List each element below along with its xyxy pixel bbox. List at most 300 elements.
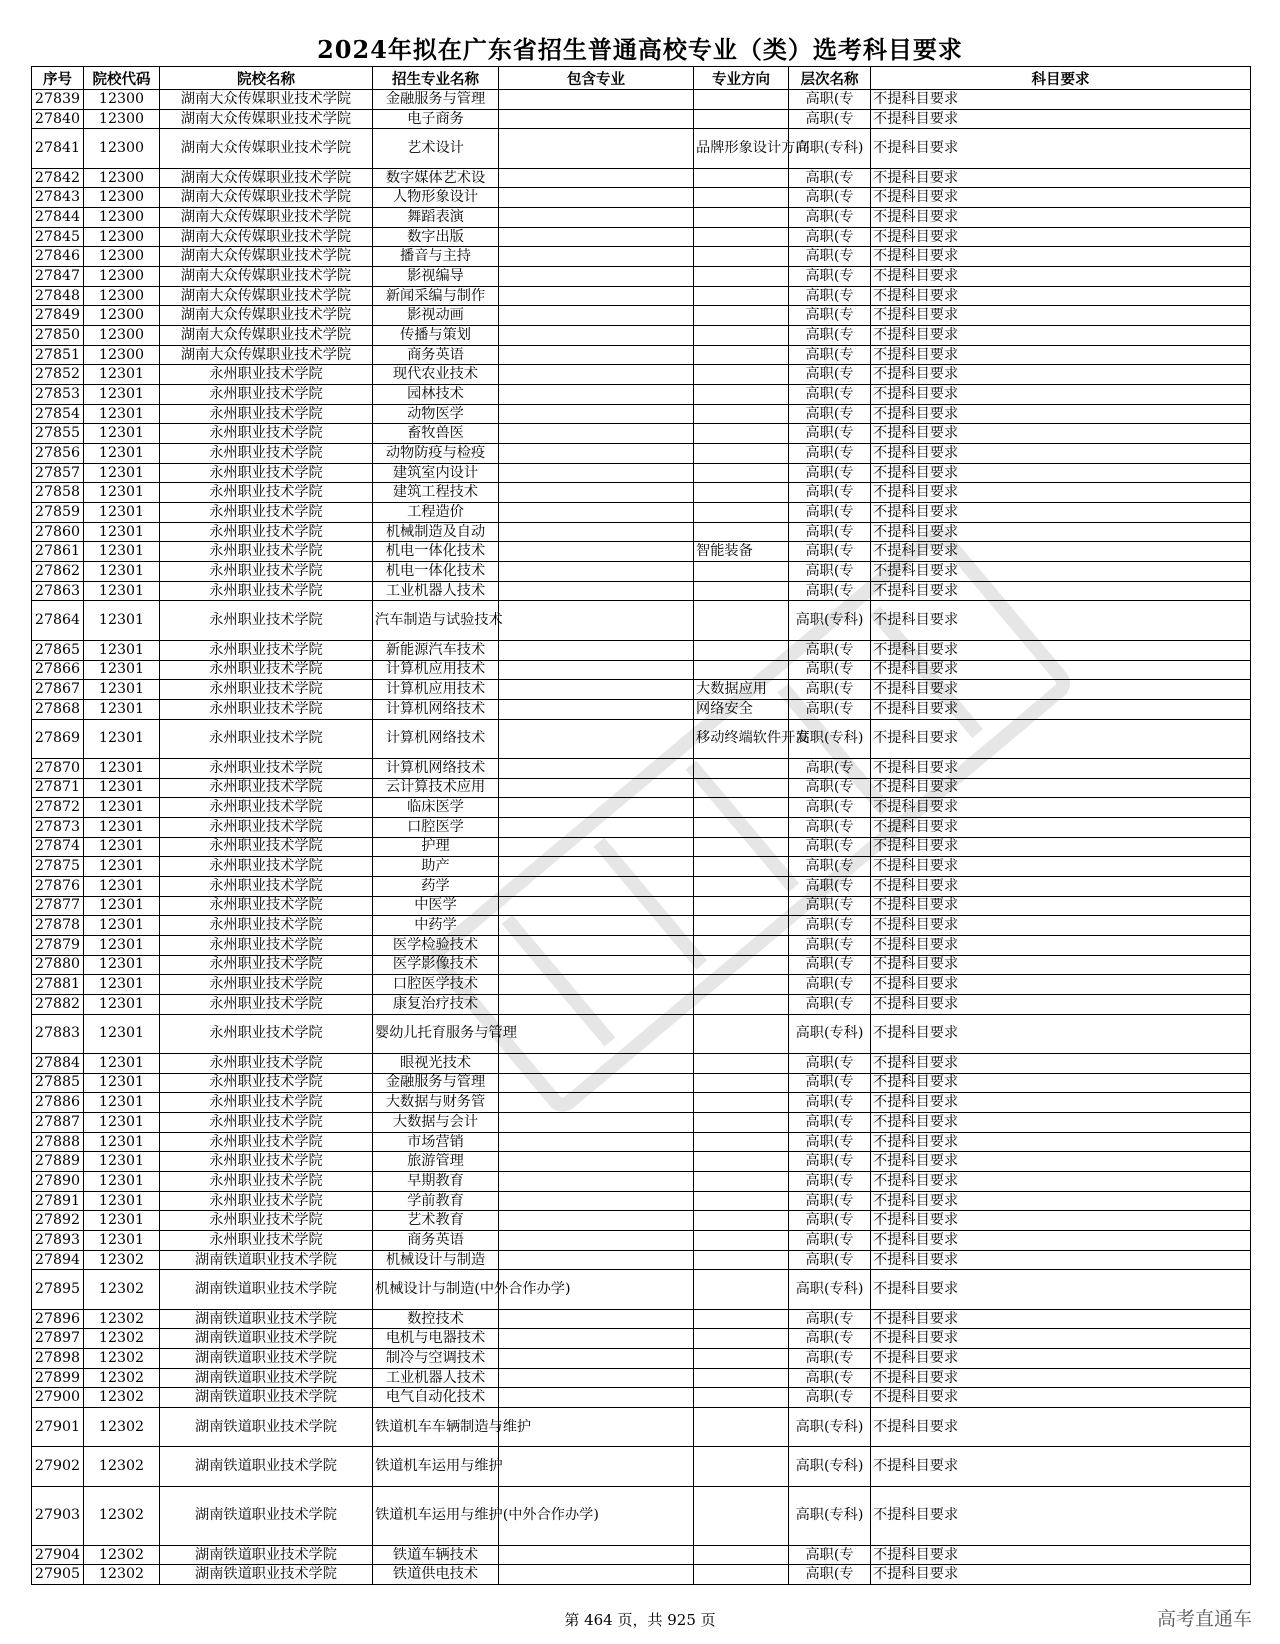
- cell-direction: [694, 1093, 789, 1113]
- cell-level: 高职(专: [789, 955, 871, 975]
- cell-included-majors: [499, 1093, 694, 1113]
- header-level: 层次名称: [789, 67, 871, 90]
- cell-included-majors: [499, 1250, 694, 1270]
- cell-seq: 27854: [32, 404, 84, 424]
- cell-seq: 27866: [32, 660, 84, 680]
- header-included-majors: 包含专业: [499, 67, 694, 90]
- cell-school-code: 12301: [84, 817, 160, 837]
- cell-seq: 27879: [32, 935, 84, 955]
- cell-school-name: 永州职业技术学院: [160, 876, 373, 896]
- cell-major-name: 建筑室内设计: [373, 463, 499, 483]
- table-header-row: [32, 67, 1251, 90]
- cell-direction: [694, 562, 789, 582]
- cell-school-name: 永州职业技术学院: [160, 1014, 373, 1053]
- cell-school-name: 湖南铁道职业技术学院: [160, 1309, 373, 1329]
- cell-level: 高职(专: [789, 227, 871, 247]
- cell-school-name: 永州职业技术学院: [160, 562, 373, 582]
- cell-subject-req: 不提科目要求: [871, 817, 1251, 837]
- table-row: [32, 837, 1251, 857]
- cell-school-name: 永州职业技术学院: [160, 385, 373, 405]
- cell-level: 高职(专: [789, 345, 871, 365]
- cell-school-name: 永州职业技术学院: [160, 444, 373, 464]
- cell-school-code: 12300: [84, 247, 160, 267]
- cell-seq: 27888: [32, 1132, 84, 1152]
- cell-direction: [694, 1368, 789, 1388]
- cell-direction: [694, 1565, 789, 1585]
- cell-school-code: 12301: [84, 719, 160, 758]
- cell-included-majors: [499, 385, 694, 405]
- cell-level: 高职(专: [789, 778, 871, 798]
- table-row: [32, 562, 1251, 582]
- cell-included-majors: [499, 640, 694, 660]
- cell-subject-req: 不提科目要求: [871, 90, 1251, 110]
- cell-included-majors: [499, 680, 694, 700]
- cell-subject-req: 不提科目要求: [871, 1191, 1251, 1211]
- cell-direction: [694, 109, 789, 129]
- table-row: [32, 1172, 1251, 1192]
- cell-school-code: 12301: [84, 680, 160, 700]
- cell-school-name: 湖南大众传媒职业技术学院: [160, 326, 373, 346]
- cell-major-name: 数控技术: [373, 1309, 499, 1329]
- cell-school-code: 12301: [84, 463, 160, 483]
- cell-major-name: 动物医学: [373, 404, 499, 424]
- cell-included-majors: [499, 542, 694, 562]
- cell-school-code: 12301: [84, 1172, 160, 1192]
- cell-major-name: 计算机应用技术: [373, 660, 499, 680]
- cell-included-majors: [499, 758, 694, 778]
- table-row: [32, 896, 1251, 916]
- cell-direction: [694, 227, 789, 247]
- cell-school-name: 湖南铁道职业技术学院: [160, 1349, 373, 1369]
- cell-school-code: 12302: [84, 1447, 160, 1486]
- cell-seq: 27865: [32, 640, 84, 660]
- cell-level: 高职(专: [789, 483, 871, 503]
- cell-seq: 27901: [32, 1408, 84, 1447]
- header-seq: 序号: [32, 67, 84, 90]
- table-row: [32, 640, 1251, 660]
- cell-school-code: 12300: [84, 286, 160, 306]
- cell-included-majors: [499, 1211, 694, 1231]
- cell-major-name: 金融服务与管理: [373, 90, 499, 110]
- cell-school-name: 湖南大众传媒职业技术学院: [160, 208, 373, 228]
- cell-major-name: 学前教育: [373, 1191, 499, 1211]
- cell-direction: [694, 1447, 789, 1486]
- cell-seq: 27858: [32, 483, 84, 503]
- cell-school-code: 12301: [84, 503, 160, 523]
- cell-included-majors: [499, 404, 694, 424]
- table-row: [32, 1486, 1251, 1545]
- cell-subject-req: 不提科目要求: [871, 1053, 1251, 1073]
- cell-level: 高职(专: [789, 188, 871, 208]
- cell-seq: 27849: [32, 306, 84, 326]
- header-major-name: 招生专业名称: [373, 67, 499, 90]
- cell-major-name: 铁道机车车辆制造与维护: [373, 1408, 499, 1447]
- cell-direction: [694, 267, 789, 287]
- cell-school-name: 永州职业技术学院: [160, 1132, 373, 1152]
- cell-level: 高职(专: [789, 1329, 871, 1349]
- cell-major-name: 园林技术: [373, 385, 499, 405]
- cell-subject-req: 不提科目要求: [871, 1113, 1251, 1133]
- table-row: [32, 385, 1251, 405]
- cell-school-name: 永州职业技术学院: [160, 365, 373, 385]
- table-row: [32, 424, 1251, 444]
- cell-major-name: 云计算技术应用: [373, 778, 499, 798]
- cell-subject-req: 不提科目要求: [871, 168, 1251, 188]
- cell-seq: 27850: [32, 326, 84, 346]
- cell-direction: [694, 424, 789, 444]
- cell-school-name: 永州职业技术学院: [160, 975, 373, 995]
- cell-school-code: 12300: [84, 267, 160, 287]
- cell-level: 高职(专: [789, 562, 871, 582]
- cell-included-majors: [499, 837, 694, 857]
- cell-school-code: 12300: [84, 306, 160, 326]
- requirements-table: [31, 66, 1251, 1585]
- cell-school-code: 12301: [84, 798, 160, 818]
- cell-school-code: 12300: [84, 208, 160, 228]
- cell-subject-req: 不提科目要求: [871, 562, 1251, 582]
- cell-subject-req: 不提科目要求: [871, 896, 1251, 916]
- table-row: [32, 1231, 1251, 1251]
- cell-school-code: 12301: [84, 1231, 160, 1251]
- cell-major-name: 人物形象设计: [373, 188, 499, 208]
- cell-included-majors: [499, 1309, 694, 1329]
- cell-major-name: 中医学: [373, 896, 499, 916]
- table-row: [32, 1191, 1251, 1211]
- cell-school-name: 湖南大众传媒职业技术学院: [160, 227, 373, 247]
- cell-subject-req: 不提科目要求: [871, 1172, 1251, 1192]
- cell-major-name: 眼视光技术: [373, 1053, 499, 1073]
- cell-school-name: 永州职业技术学院: [160, 896, 373, 916]
- cell-subject-req: 不提科目要求: [871, 1349, 1251, 1369]
- cell-school-code: 12301: [84, 1014, 160, 1053]
- cell-direction: [694, 286, 789, 306]
- cell-seq: 27905: [32, 1565, 84, 1585]
- cell-included-majors: [499, 817, 694, 837]
- cell-seq: 27872: [32, 798, 84, 818]
- cell-level: 高职(专: [789, 247, 871, 267]
- cell-level: 高职(专: [789, 837, 871, 857]
- cell-direction: [694, 90, 789, 110]
- cell-seq: 27903: [32, 1486, 84, 1545]
- cell-direction: [694, 1309, 789, 1329]
- cell-level: 高职(专: [789, 385, 871, 405]
- cell-subject-req: 不提科目要求: [871, 109, 1251, 129]
- table-row: [32, 227, 1251, 247]
- cell-major-name: 助产: [373, 857, 499, 877]
- cell-school-code: 12301: [84, 640, 160, 660]
- cell-school-name: 湖南大众传媒职业技术学院: [160, 129, 373, 168]
- cell-included-majors: [499, 699, 694, 719]
- cell-included-majors: [499, 1132, 694, 1152]
- cell-school-name: 湖南铁道职业技术学院: [160, 1408, 373, 1447]
- cell-school-code: 12301: [84, 935, 160, 955]
- cell-direction: [694, 975, 789, 995]
- cell-included-majors: [499, 483, 694, 503]
- cell-major-name: 动物防疫与检疫: [373, 444, 499, 464]
- cell-level: 高职(专: [789, 168, 871, 188]
- cell-school-code: 12300: [84, 90, 160, 110]
- cell-major-name: 铁道车辆技术: [373, 1545, 499, 1565]
- cell-direction: [694, 1191, 789, 1211]
- cell-subject-req: 不提科目要求: [871, 935, 1251, 955]
- cell-level: 高职(专: [789, 424, 871, 444]
- cell-school-name: 永州职业技术学院: [160, 1211, 373, 1231]
- cell-subject-req: 不提科目要求: [871, 522, 1251, 542]
- cell-direction: [694, 1250, 789, 1270]
- cell-direction: [694, 188, 789, 208]
- table-row: [32, 168, 1251, 188]
- cell-school-name: 湖南铁道职业技术学院: [160, 1388, 373, 1408]
- cell-school-code: 12301: [84, 876, 160, 896]
- cell-level: 高职(专: [789, 857, 871, 877]
- cell-subject-req: 不提科目要求: [871, 1447, 1251, 1486]
- cell-school-code: 12301: [84, 1053, 160, 1073]
- table-row: [32, 876, 1251, 896]
- cell-included-majors: [499, 188, 694, 208]
- cell-seq: 27873: [32, 817, 84, 837]
- cell-subject-req: 不提科目要求: [871, 699, 1251, 719]
- cell-direction: [694, 1545, 789, 1565]
- cell-major-name: 护理: [373, 837, 499, 857]
- cell-included-majors: [499, 168, 694, 188]
- cell-direction: [694, 778, 789, 798]
- cell-direction: [694, 168, 789, 188]
- cell-level: 高职(专科): [789, 601, 871, 640]
- cell-seq: 27897: [32, 1329, 84, 1349]
- cell-major-name: 计算机网络技术: [373, 719, 499, 758]
- table-row: [32, 1309, 1251, 1329]
- cell-school-code: 12301: [84, 581, 160, 601]
- cell-included-majors: [499, 935, 694, 955]
- cell-school-code: 12301: [84, 758, 160, 778]
- cell-subject-req: 不提科目要求: [871, 444, 1251, 464]
- cell-major-name: 商务英语: [373, 1231, 499, 1251]
- cell-included-majors: [499, 581, 694, 601]
- cell-school-code: 12302: [84, 1368, 160, 1388]
- cell-school-name: 永州职业技术学院: [160, 542, 373, 562]
- cell-major-name: 商务英语: [373, 345, 499, 365]
- cell-school-code: 12301: [84, 916, 160, 936]
- cell-major-name: 市场营销: [373, 1132, 499, 1152]
- cell-school-code: 12300: [84, 227, 160, 247]
- cell-seq: 27891: [32, 1191, 84, 1211]
- cell-included-majors: [499, 522, 694, 542]
- cell-seq: 27882: [32, 994, 84, 1014]
- cell-level: 高职(专: [789, 109, 871, 129]
- cell-subject-req: 不提科目要求: [871, 1545, 1251, 1565]
- cell-major-name: 旅游管理: [373, 1152, 499, 1172]
- table-row: [32, 975, 1251, 995]
- cell-seq: 27899: [32, 1368, 84, 1388]
- cell-level: 高职(专: [789, 1191, 871, 1211]
- cell-direction: [694, 994, 789, 1014]
- cell-major-name: 机电一体化技术: [373, 542, 499, 562]
- cell-school-name: 湖南铁道职业技术学院: [160, 1270, 373, 1309]
- cell-seq: 27867: [32, 680, 84, 700]
- cell-school-name: 湖南大众传媒职业技术学院: [160, 286, 373, 306]
- cell-direction: 网络安全: [694, 699, 789, 719]
- cell-included-majors: [499, 109, 694, 129]
- cell-major-name: 播音与主持: [373, 247, 499, 267]
- cell-seq: 27846: [32, 247, 84, 267]
- cell-subject-req: 不提科目要求: [871, 916, 1251, 936]
- cell-seq: 27855: [32, 424, 84, 444]
- header-subject-req: 科目要求: [871, 67, 1251, 90]
- cell-school-name: 永州职业技术学院: [160, 640, 373, 660]
- cell-included-majors: [499, 876, 694, 896]
- cell-school-code: 12301: [84, 896, 160, 916]
- cell-included-majors: [499, 463, 694, 483]
- cell-major-name: 大数据与财务管: [373, 1093, 499, 1113]
- cell-direction: [694, 1388, 789, 1408]
- cell-school-name: 永州职业技术学院: [160, 817, 373, 837]
- cell-level: 高职(专科): [789, 719, 871, 758]
- table-row: [32, 1211, 1251, 1231]
- cell-level: 高职(专: [789, 1152, 871, 1172]
- cell-major-name: 铁道机车运用与维护: [373, 1447, 499, 1486]
- cell-subject-req: 不提科目要求: [871, 1231, 1251, 1251]
- cell-direction: 移动终端软件开发: [694, 719, 789, 758]
- cell-school-name: 永州职业技术学院: [160, 483, 373, 503]
- cell-school-name: 湖南铁道职业技术学院: [160, 1368, 373, 1388]
- cell-school-name: 永州职业技术学院: [160, 719, 373, 758]
- cell-level: 高职(专: [789, 1388, 871, 1408]
- cell-direction: [694, 483, 789, 503]
- cell-subject-req: 不提科目要求: [871, 1565, 1251, 1585]
- cell-subject-req: 不提科目要求: [871, 345, 1251, 365]
- cell-major-name: 汽车制造与试验技术: [373, 601, 499, 640]
- cell-level: 高职(专: [789, 503, 871, 523]
- cell-school-name: 湖南大众传媒职业技术学院: [160, 188, 373, 208]
- cell-included-majors: [499, 1231, 694, 1251]
- cell-direction: [694, 601, 789, 640]
- cell-direction: [694, 522, 789, 542]
- cell-seq: 27874: [32, 837, 84, 857]
- cell-level: 高职(专: [789, 1565, 871, 1585]
- cell-included-majors: [499, 208, 694, 228]
- cell-level: 高职(专: [789, 817, 871, 837]
- cell-major-name: 康复治疗技术: [373, 994, 499, 1014]
- cell-school-code: 12300: [84, 188, 160, 208]
- table-row: [32, 326, 1251, 346]
- cell-subject-req: 不提科目要求: [871, 542, 1251, 562]
- table-row: [32, 1113, 1251, 1133]
- cell-school-code: 12301: [84, 1093, 160, 1113]
- cell-subject-req: 不提科目要求: [871, 857, 1251, 877]
- cell-school-code: 12302: [84, 1329, 160, 1349]
- cell-school-name: 湖南大众传媒职业技术学院: [160, 168, 373, 188]
- cell-seq: 27893: [32, 1231, 84, 1251]
- cell-level: 高职(专: [789, 1231, 871, 1251]
- cell-direction: [694, 306, 789, 326]
- cell-school-name: 湖南铁道职业技术学院: [160, 1250, 373, 1270]
- table-row: [32, 601, 1251, 640]
- cell-school-name: 湖南大众传媒职业技术学院: [160, 90, 373, 110]
- cell-major-name: 影视编导: [373, 267, 499, 287]
- cell-level: 高职(专: [789, 90, 871, 110]
- cell-subject-req: 不提科目要求: [871, 326, 1251, 346]
- cell-school-code: 12301: [84, 994, 160, 1014]
- table-row: [32, 955, 1251, 975]
- cell-level: 高职(专: [789, 1349, 871, 1369]
- cell-included-majors: [499, 955, 694, 975]
- table-row: [32, 188, 1251, 208]
- cell-level: 高职(专: [789, 1073, 871, 1093]
- table-row: [32, 994, 1251, 1014]
- cell-direction: [694, 1329, 789, 1349]
- cell-subject-req: 不提科目要求: [871, 463, 1251, 483]
- cell-school-name: 湖南铁道职业技术学院: [160, 1565, 373, 1585]
- cell-level: 高职(专: [789, 975, 871, 995]
- cell-school-name: 永州职业技术学院: [160, 758, 373, 778]
- cell-included-majors: [499, 503, 694, 523]
- cell-level: 高职(专: [789, 699, 871, 719]
- cell-subject-req: 不提科目要求: [871, 1408, 1251, 1447]
- cell-school-code: 12301: [84, 699, 160, 719]
- cell-major-name: 影视动画: [373, 306, 499, 326]
- cell-level: 高职(专: [789, 286, 871, 306]
- cell-school-code: 12300: [84, 326, 160, 346]
- cell-school-code: 12301: [84, 1132, 160, 1152]
- cell-seq: 27881: [32, 975, 84, 995]
- cell-seq: 27842: [32, 168, 84, 188]
- cell-subject-req: 不提科目要求: [871, 778, 1251, 798]
- cell-direction: [694, 876, 789, 896]
- cell-included-majors: [499, 247, 694, 267]
- cell-direction: [694, 1408, 789, 1447]
- cell-major-name: 数字媒体艺术设: [373, 168, 499, 188]
- cell-major-name: 口腔医学: [373, 817, 499, 837]
- cell-school-name: 湖南铁道职业技术学院: [160, 1447, 373, 1486]
- cell-included-majors: [499, 1191, 694, 1211]
- cell-major-name: 现代农业技术: [373, 365, 499, 385]
- cell-direction: [694, 385, 789, 405]
- cell-school-name: 永州职业技术学院: [160, 955, 373, 975]
- cell-school-name: 永州职业技术学院: [160, 798, 373, 818]
- cell-school-code: 12301: [84, 385, 160, 405]
- cell-school-name: 永州职业技术学院: [160, 1231, 373, 1251]
- table-row: [32, 463, 1251, 483]
- cell-seq: 27876: [32, 876, 84, 896]
- cell-subject-req: 不提科目要求: [871, 1309, 1251, 1329]
- cell-subject-req: 不提科目要求: [871, 1132, 1251, 1152]
- cell-level: 高职(专: [789, 680, 871, 700]
- cell-major-name: 畜牧兽医: [373, 424, 499, 444]
- cell-seq: 27845: [32, 227, 84, 247]
- cell-seq: 27904: [32, 1545, 84, 1565]
- cell-major-name: 艺术设计: [373, 129, 499, 168]
- table-row: [32, 90, 1251, 110]
- cell-school-name: 永州职业技术学院: [160, 522, 373, 542]
- cell-included-majors: [499, 1152, 694, 1172]
- cell-major-name: 计算机网络技术: [373, 758, 499, 778]
- cell-included-majors: [499, 1329, 694, 1349]
- table-body: [32, 90, 1251, 1585]
- cell-direction: [694, 1113, 789, 1133]
- cell-direction: 大数据应用: [694, 680, 789, 700]
- cell-seq: 27875: [32, 857, 84, 877]
- cell-school-code: 12302: [84, 1309, 160, 1329]
- cell-school-code: 12301: [84, 424, 160, 444]
- cell-school-code: 12301: [84, 483, 160, 503]
- cell-included-majors: [499, 1368, 694, 1388]
- cell-seq: 27856: [32, 444, 84, 464]
- header-direction: 专业方向: [694, 67, 789, 90]
- cell-major-name: 临床医学: [373, 798, 499, 818]
- table-row: [32, 444, 1251, 464]
- cell-seq: 27859: [32, 503, 84, 523]
- cell-subject-req: 不提科目要求: [871, 1014, 1251, 1053]
